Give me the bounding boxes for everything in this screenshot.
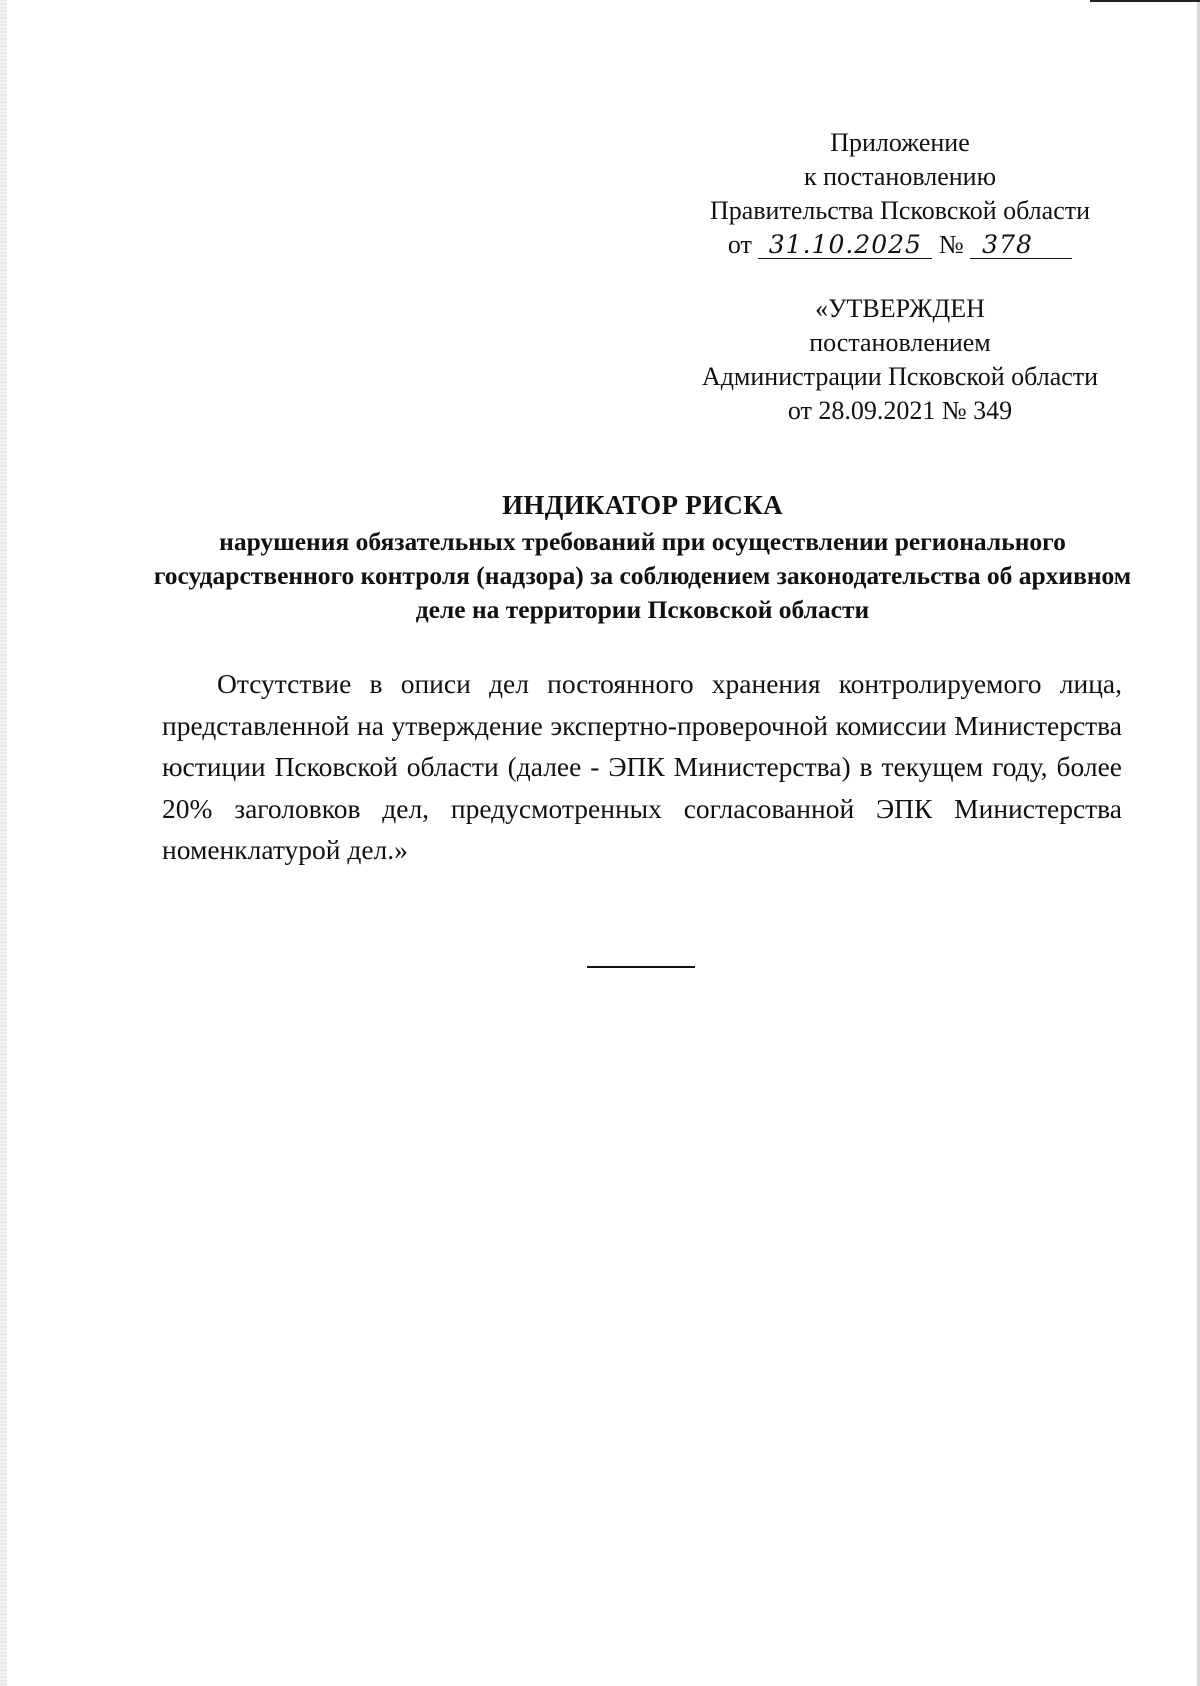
document-title: ИНДИКАТОР РИСКА xyxy=(502,490,783,520)
appendix-date-line xyxy=(680,228,1120,262)
appendix-line-3: Правительства Псковской области xyxy=(709,196,1091,225)
document-subtitle: нарушения обязательных требований при осуществлении регионального государственного контроля (надзора) за соблюдением законодательства об архивном деле на территории Псковской области xyxy=(153,527,1132,624)
scan-top-mark xyxy=(1090,0,1200,2)
scan-edge-left xyxy=(0,0,7,1686)
approval-line-3: Администрации Псковской области xyxy=(701,362,1099,391)
appendix-header xyxy=(680,126,1120,262)
approval-line-1: «УТВЕРЖДЕН xyxy=(815,294,985,323)
end-separator xyxy=(587,966,695,968)
document-body: Отсутствие в описи дел постоянного хранения контролируемого лица, представленной на утверждение экспертно-проверочной комиссии Министерства юстиции Псковской области (далее - ЭПК Министерства) в текущем году, более 20% заголовков дел, предусмотренных согласованной ЭПК Министерства номенклатурой дел.» xyxy=(162,668,1122,865)
handwritten-date: 31.10.2025 xyxy=(758,232,932,259)
number-sign: № xyxy=(938,230,964,259)
appendix-line-1: Приложение xyxy=(830,128,970,157)
approval-line-2: постановлением xyxy=(809,328,991,357)
date-prefix: от xyxy=(727,230,752,259)
appendix-line-2: к постановлению xyxy=(803,162,997,191)
approval-stamp xyxy=(670,292,1130,428)
approval-line-4: от 28.09.2021 № 349 xyxy=(787,396,1013,425)
handwritten-number: 378 xyxy=(970,232,1072,259)
document-heading xyxy=(150,487,1135,627)
